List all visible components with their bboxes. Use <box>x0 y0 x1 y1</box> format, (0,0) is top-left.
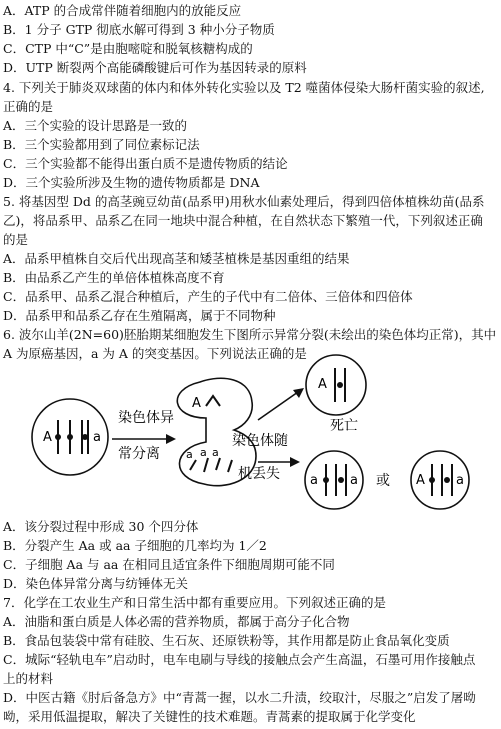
gene-label-A: A <box>43 430 52 445</box>
label-abnormal-2: 常分离 <box>118 446 160 462</box>
text-line: A．ATP 的合成常伴随着细胞内的放能反应 <box>3 3 242 18</box>
text-line: C．城际“轻轨电车”启动时，电车电刷与导线的接触点会产生高温，石墨可用作接触点 <box>3 652 476 667</box>
label-abnormal-1: 染色体异 <box>118 410 174 426</box>
text-line: 上的材料 <box>3 671 54 686</box>
gene-label-a: a <box>212 446 219 459</box>
label-or: 或 <box>376 473 390 489</box>
text-line: A．油脂和蛋白质是人体必需的营养物质，都属于高分子化合物 <box>3 614 350 629</box>
text-line: 4. 下列关于肺炎双球菌的体内和体外转化实验以及 T2 噬菌体侵染大肠杆菌实验的叙述, <box>3 80 485 95</box>
text-line: 6. 波尔山羊(2N=60)胚胎期某细胞发生下图所示异常分裂(未绘出的染色体均正常)，其中 <box>3 327 497 342</box>
text-line: A 为原癌基因，a 为 A 的突变基因。下列说法正确的是 <box>3 346 307 361</box>
text-line: 正确的是 <box>3 99 54 114</box>
text-line: C．子细胞 Aa 与 aa 在相同且适宜条件下细胞周期可能不同 <box>3 557 335 572</box>
text-line: B．分裂产生 Aa 或 aa 子细胞的几率均为 1／2 <box>3 538 267 553</box>
text-line: C．品系甲、品系乙混合种植后，产生的子代中有二倍体、三倍体和四倍体 <box>3 289 413 304</box>
text-line: B．由品系乙产生的单倍体植株高度不育 <box>3 270 225 285</box>
text-line: D．品系甲和品系乙存在生殖隔离，属于不同物种 <box>3 308 276 323</box>
text-line: D．染色体异常分离与纺锤体无关 <box>3 576 189 591</box>
text-line: 5. 将基因型 Dd 的高茎豌豆幼苗(品系甲)用秋水仙素处理后，得到四倍体植株幼苗(品系 <box>3 194 485 209</box>
gene-label-a: a <box>93 430 101 445</box>
text-line: A．该分裂过程中形成 30 个四分体 <box>3 519 199 534</box>
arrow-to-top-cell <box>258 388 304 420</box>
text-line: 呦，采用低温提取，解决了关键性的技术难题。青蒿素的提取属于化学变化 <box>3 709 416 724</box>
text-line: 7．化学在工农业生产和日常生活中都有重要应用。下列叙述正确的是 <box>3 595 386 610</box>
gene-label-A: A <box>192 396 201 411</box>
text-line: D．UTP 断裂两个高能磷酸键后可作为基因转录的原料 <box>3 60 307 75</box>
label-death: 死亡 <box>330 418 358 434</box>
text-line: 的是 <box>3 232 29 247</box>
text-line: D．中医古籍《肘后备急方》中“青蒿一握，以水二升渍，绞取汁，尽服之”启发了屠呦 <box>3 690 476 705</box>
text-line: 乙)，将品系甲、品系乙在同一地块中混合种植，在自然状态下繁殖一代，下列叙述正确 <box>3 213 483 228</box>
gene-label-A: A <box>416 473 425 488</box>
gene-label-a: a <box>200 446 207 459</box>
gene-label-A: A <box>318 377 327 392</box>
text-line: A．三个实验的设计思路是一致的 <box>3 118 188 133</box>
text-line: B．三个实验都用到了同位素标记法 <box>3 137 200 152</box>
label-random-2: 机丢失 <box>238 466 280 482</box>
gene-label-a: a <box>456 473 464 488</box>
text-line: B．1 分子 GTP 彻底水解可得到 3 种小分子物质 <box>3 22 275 37</box>
arrow-abnormal-separation <box>112 434 176 444</box>
text-line: A．品系甲植株自交后代出现高茎和矮茎植株是基因重组的结果 <box>3 251 350 266</box>
cell-division-diagram <box>0 350 501 512</box>
text-line: D．三个实验所涉及生物的遗传物质都是 DNA <box>3 175 260 190</box>
text-line: C．三个实验都不能得出蛋白质不是遗传物质的结论 <box>3 156 288 171</box>
text-line: B．食品包装袋中常有硅胶、生石灰、还原铁粉等，其作用都是防止食品氧化变质 <box>3 633 450 648</box>
text-line: C．CTP 中“C”是由胞嘧啶和脱氧核糖构成的 <box>3 41 253 56</box>
gene-label-a: a <box>350 473 358 488</box>
gene-label-a: a <box>310 473 318 488</box>
gene-label-a: a <box>186 448 193 461</box>
label-random-1: 染色体随 <box>232 433 288 449</box>
